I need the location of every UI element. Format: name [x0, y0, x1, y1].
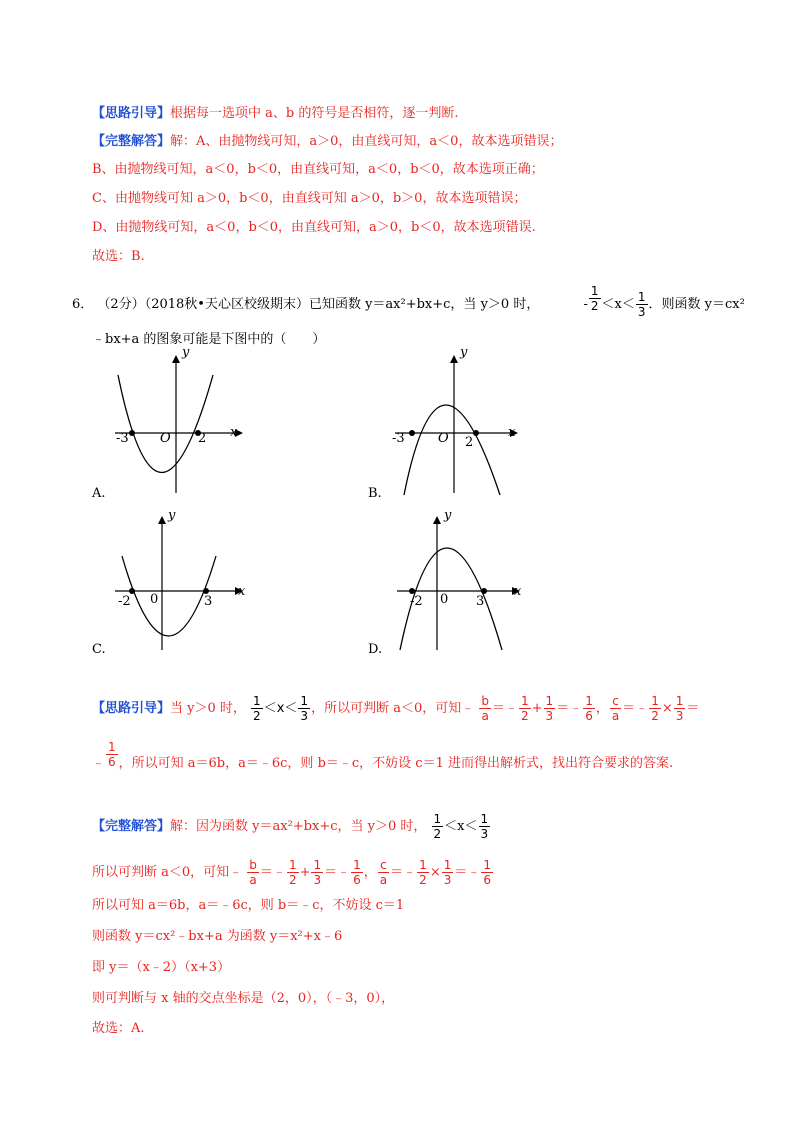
graph-b-origin: O	[438, 431, 449, 446]
q5-solution-text1: 解：A、由抛物线可知，a＞0，由直线可知，a＜0，故本选项错误；	[170, 134, 563, 149]
graph-d-y-label: y	[444, 508, 452, 523]
q6-ineq-mid: ＜x＜	[601, 297, 635, 312]
q6-solution-tag: 【完整解答】	[92, 819, 171, 834]
q5-hint-text: 根据每一选项中 a、b 的符号是否相符，逐一判断.	[170, 106, 459, 121]
graph-c-x-label: x	[238, 584, 246, 599]
q6-hint-t1: 当 y＞0 时，	[170, 701, 246, 716]
q5-solution-line3: C、由抛物线可知 a＞0，b＜0，由直线可知 a＞0，b＞0，故本选项错误；	[92, 191, 527, 206]
option-c-label: C.	[92, 642, 106, 657]
graph-c-tick-left: -2	[118, 594, 131, 609]
q5-solution-line5: 故选：B.	[92, 249, 145, 264]
graph-c-tick-right: 3	[204, 594, 213, 609]
q5-solution-line1	[92, 130, 562, 149]
q6-hint-frac-a: $\frac{1}{2}$	[253, 694, 261, 723]
q6-stem-line1	[72, 284, 745, 319]
q6-hint-line2: ﹣ $\frac{1}{6}$ ，所以可知 a＝6b，a＝﹣6c，则 b＝﹣c，不妨设 c＝1 进而得出解析式，找出符合要求的答案.	[92, 740, 674, 771]
q5-solution-line4: D、由抛物线可知，a＜0，b＜0，由直线可知，a＞0，b＜0，故本选项错误.	[92, 220, 536, 235]
q6-frac-b: $\frac{1}{3}$	[637, 290, 646, 319]
graph-b-tick-right: 2	[465, 435, 474, 450]
q6-solution-line4: 则函数 y＝cx²﹣bx+a 为函数 y＝x²+x﹣6	[92, 929, 343, 944]
graph-b-x-label: x	[508, 425, 516, 440]
q6-hint-frac-b: $\frac{1}{3}$	[300, 694, 309, 723]
q6-stem-line2: ﹣bx+a 的图象可能是下图中的（ ）	[92, 332, 326, 347]
q6-hint-line1: 【思路引导】当 y＞0 时， $\frac{1}{2}$ ＜x＜ $\frac{1}{3}$ ，所以可判断 a＜0，可知﹣ $\frac{b}{a}$ ＝﹣ $\frac{1}{2}$ + $\frac{1}{3}$ ＝﹣ $\frac{1}{6}$ ， $\frac{c}{a}$ ＝﹣ $\frac{1}{2}$ × $\frac{1}{3}$ ＝	[92, 694, 700, 723]
graph-b	[390, 345, 530, 497]
q5-hint-line	[92, 102, 459, 121]
q6-number: 6．	[72, 297, 94, 312]
q6-solution-line3: 所以可知 a＝6b，a＝﹣6c，则 b＝﹣c，不妨设 c＝1	[92, 898, 405, 913]
q6-solution-line6: 则可判断与 x 轴的交点坐标是（2，0），（﹣3，0），	[92, 991, 395, 1006]
option-a-label: A.	[92, 486, 106, 501]
graph-a-origin: O	[160, 431, 171, 446]
graph-b-y-label: y	[460, 345, 468, 360]
q6-solution-line5: 即 y＝（x﹣2）（x+3）	[92, 960, 231, 975]
q6-hint-line2-text: ，所以可知 a＝6b，a＝﹣6c，则 b＝﹣c，不妨设 c＝1 进而得出解析式，找出符合要求的答案.	[118, 756, 674, 771]
option-d-label: D.	[368, 642, 383, 657]
graph-d-origin: 0	[440, 592, 449, 607]
q6-solution-line2-prefix: 所以可判断 a＜0，可知﹣	[92, 865, 243, 880]
graph-a	[110, 345, 250, 497]
q5-solution-tag: 【完整解答】	[92, 134, 171, 149]
q6-hint-tag: 【思路引导】	[92, 701, 171, 716]
q6-stem-part1: （2分）（2018秋•天心区校级期末）已知函数 y＝ax²+bx+c，当 y＞0 时，	[97, 297, 540, 312]
q6-solution-line2: 所以可判断 a＜0，可知﹣ $\frac{b}{a}$ ＝﹣ $\frac{1}{2}$ + $\frac{1}{3}$ ＝﹣ $\frac{1}{6}$ ， $\frac{c}{a}$ ＝﹣ $\frac{1}{2}$ × $\frac{1}{3}$ ＝﹣ $\frac{1}{6}$	[92, 858, 492, 887]
graph-d	[392, 508, 532, 652]
q6-solution-text1: 解：因为函数 y＝ax²+bx+c，当 y＞0 时，	[170, 819, 427, 834]
q5-hint-tag: 【思路引导】	[92, 106, 171, 121]
graph-b-tick-left: -3	[392, 431, 405, 446]
option-b-label: B.	[368, 486, 382, 501]
q5-solution-line2: B、由抛物线可知，a＜0，b＜0，由直线可知，a＜0，b＜0，故本选项正确；	[92, 162, 544, 177]
graph-a-y-label: y	[182, 345, 190, 360]
graph-a-tick-right: 2	[198, 431, 207, 446]
graph-d-tick-left: -2	[410, 594, 423, 609]
graph-a-x-label: x	[230, 425, 238, 440]
graph-c	[110, 508, 250, 652]
q6-frac-a: $\frac{1}{2}$	[590, 284, 599, 313]
graph-c-y-label: y	[168, 508, 176, 523]
graph-c-origin: 0	[150, 592, 159, 607]
graph-d-x-label: x	[514, 584, 522, 599]
graph-a-tick-left: -3	[116, 431, 129, 446]
q6-solution-line1: 【完整解答】解：因为函数 y＝ax²+bx+c，当 y＞0 时， $\frac{1}{2}$ ＜x＜ $\frac{1}{3}$	[92, 812, 489, 841]
q6-solution-line7: 故选：A.	[92, 1021, 145, 1036]
q6-ineq-left: -	[583, 297, 588, 312]
q6-hint-t2: ，所以可判断 a＜0，可知﹣	[311, 701, 475, 716]
q6-stem-part2: ．则函数 y＝cx²	[648, 297, 745, 312]
graph-d-tick-right: 3	[476, 594, 485, 609]
